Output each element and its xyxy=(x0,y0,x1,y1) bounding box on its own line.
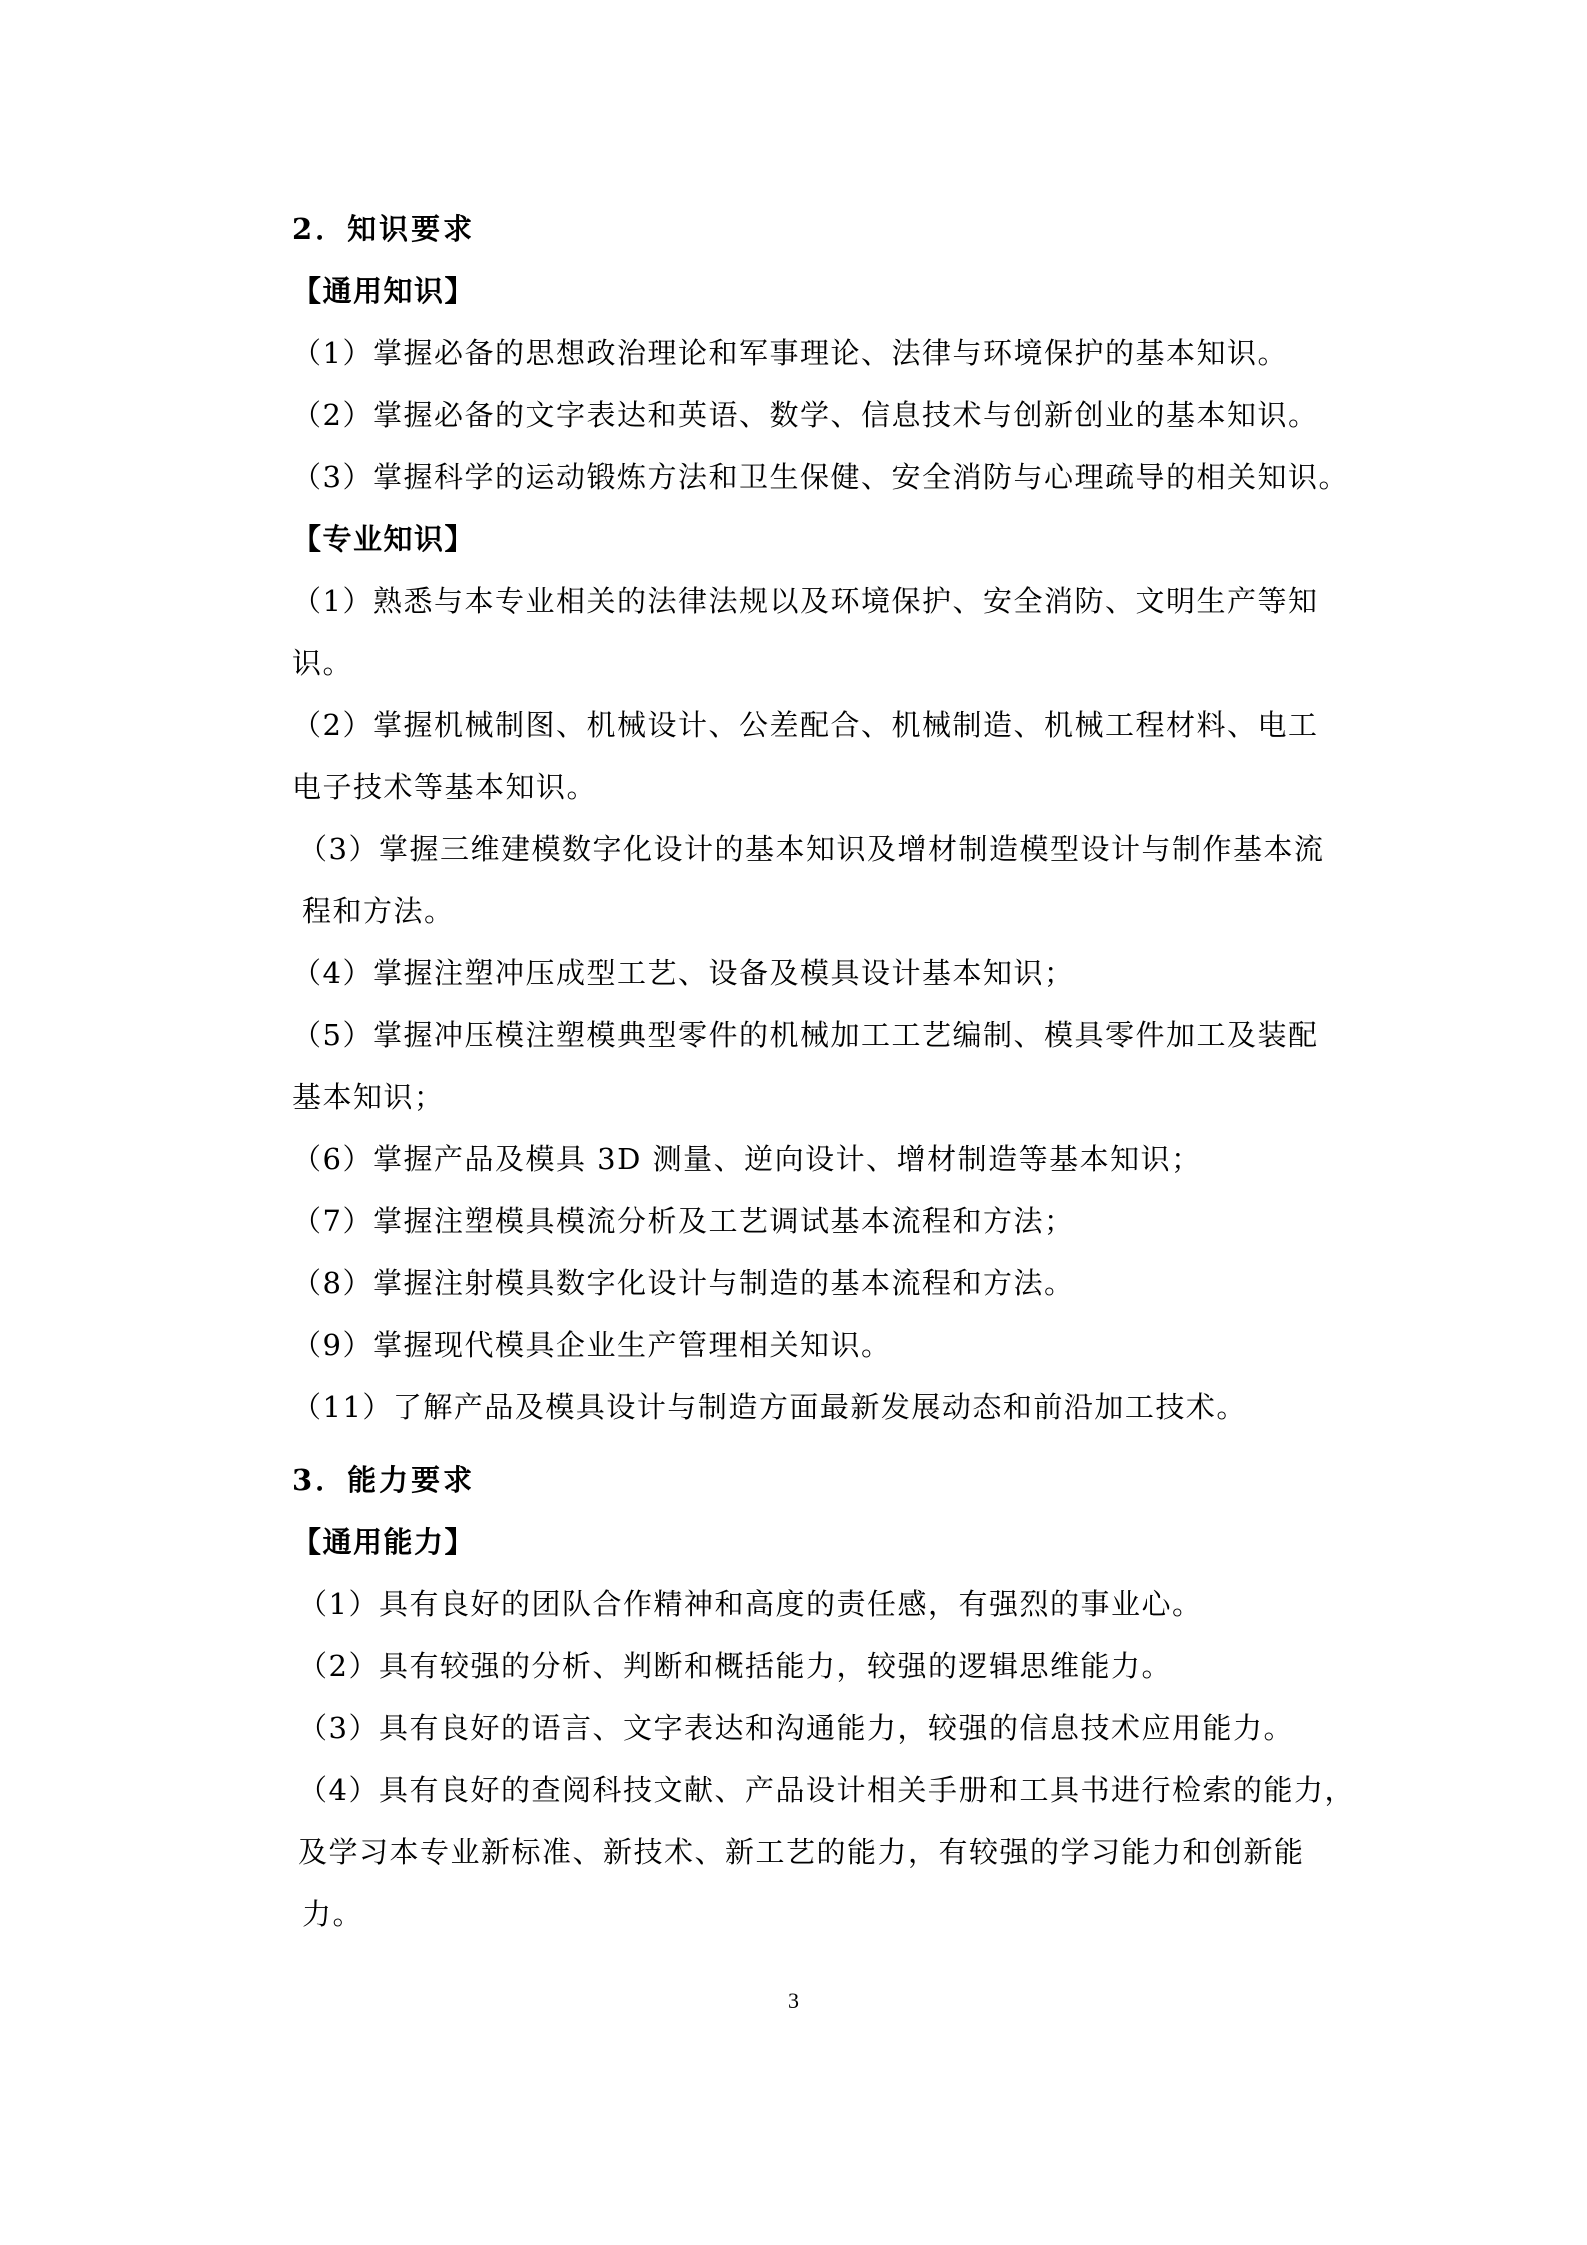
list-item: （11）了解产品及模具设计与制造方面最新发展动态和前沿加工技术。 xyxy=(292,1390,1247,1424)
section-heading-ability: 3．能力要求 xyxy=(292,1463,476,1497)
list-item: （4）具有良好的查阅科技文献、产品设计相关手册和工具书进行检索的能力， xyxy=(298,1773,1355,1807)
section-heading-knowledge: 2．知识要求 xyxy=(292,212,476,246)
subsection-title-professional-knowledge: 【专业知识】 xyxy=(292,522,476,556)
list-item: （1）掌握必备的思想政治理论和军事理论、法律与环境保护的基本知识。 xyxy=(292,336,1288,370)
list-item: （3）掌握三维建模数字化设计的基本知识及增材制造模型设计与制作基本流 xyxy=(298,832,1325,866)
list-item: （9）掌握现代模具企业生产管理相关知识。 xyxy=(292,1328,892,1362)
list-item-continuation: 电子技术等基本知识。 xyxy=(292,770,598,804)
list-item-continuation: 力。 xyxy=(302,1897,364,1931)
subsection-title-general-knowledge: 【通用知识】 xyxy=(292,274,476,308)
subsection-title-general-ability: 【通用能力】 xyxy=(292,1525,476,1559)
list-item-continuation: 及学习本专业新标准、新技术、新工艺的能力，有较强的学习能力和创新能 xyxy=(298,1835,1305,1869)
list-item-continuation: 识。 xyxy=(292,646,354,680)
list-item: （4）掌握注塑冲压成型工艺、设备及模具设计基本知识； xyxy=(292,956,1075,990)
list-item: （7）掌握注塑模具模流分析及工艺调试基本流程和方法； xyxy=(292,1204,1075,1238)
list-item: （2）掌握必备的文字表达和英语、数学、信息技术与创新创业的基本知识。 xyxy=(292,398,1319,432)
list-item: （3）掌握科学的运动锻炼方法和卫生保健、安全消防与心理疏导的相关知识。 xyxy=(292,460,1349,494)
list-item: （8）掌握注射模具数字化设计与制造的基本流程和方法。 xyxy=(292,1266,1075,1300)
list-item-continuation: 基本知识； xyxy=(292,1080,445,1114)
list-item: （2）掌握机械制图、机械设计、公差配合、机械制造、机械工程材料、电工 xyxy=(292,708,1319,742)
list-item: （5）掌握冲压模注塑模典型零件的机械加工工艺编制、模具零件加工及装配 xyxy=(292,1018,1319,1052)
list-item: （6）掌握产品及模具 3D 测量、逆向设计、增材制造等基本知识； xyxy=(292,1142,1202,1176)
list-item: （2）具有较强的分析、判断和概括能力，较强的逻辑思维能力。 xyxy=(298,1649,1172,1683)
list-item-continuation: 程和方法。 xyxy=(302,894,455,928)
list-item: （1）熟悉与本专业相关的法律法规以及环境保护、安全消防、文明生产等知 xyxy=(292,584,1319,618)
list-item: （1）具有良好的团队合作精神和高度的责任感，有强烈的事业心。 xyxy=(298,1587,1203,1621)
list-item: （3）具有良好的语言、文字表达和沟通能力，较强的信息技术应用能力。 xyxy=(298,1711,1294,1745)
page-number: 3 xyxy=(788,1988,799,2013)
